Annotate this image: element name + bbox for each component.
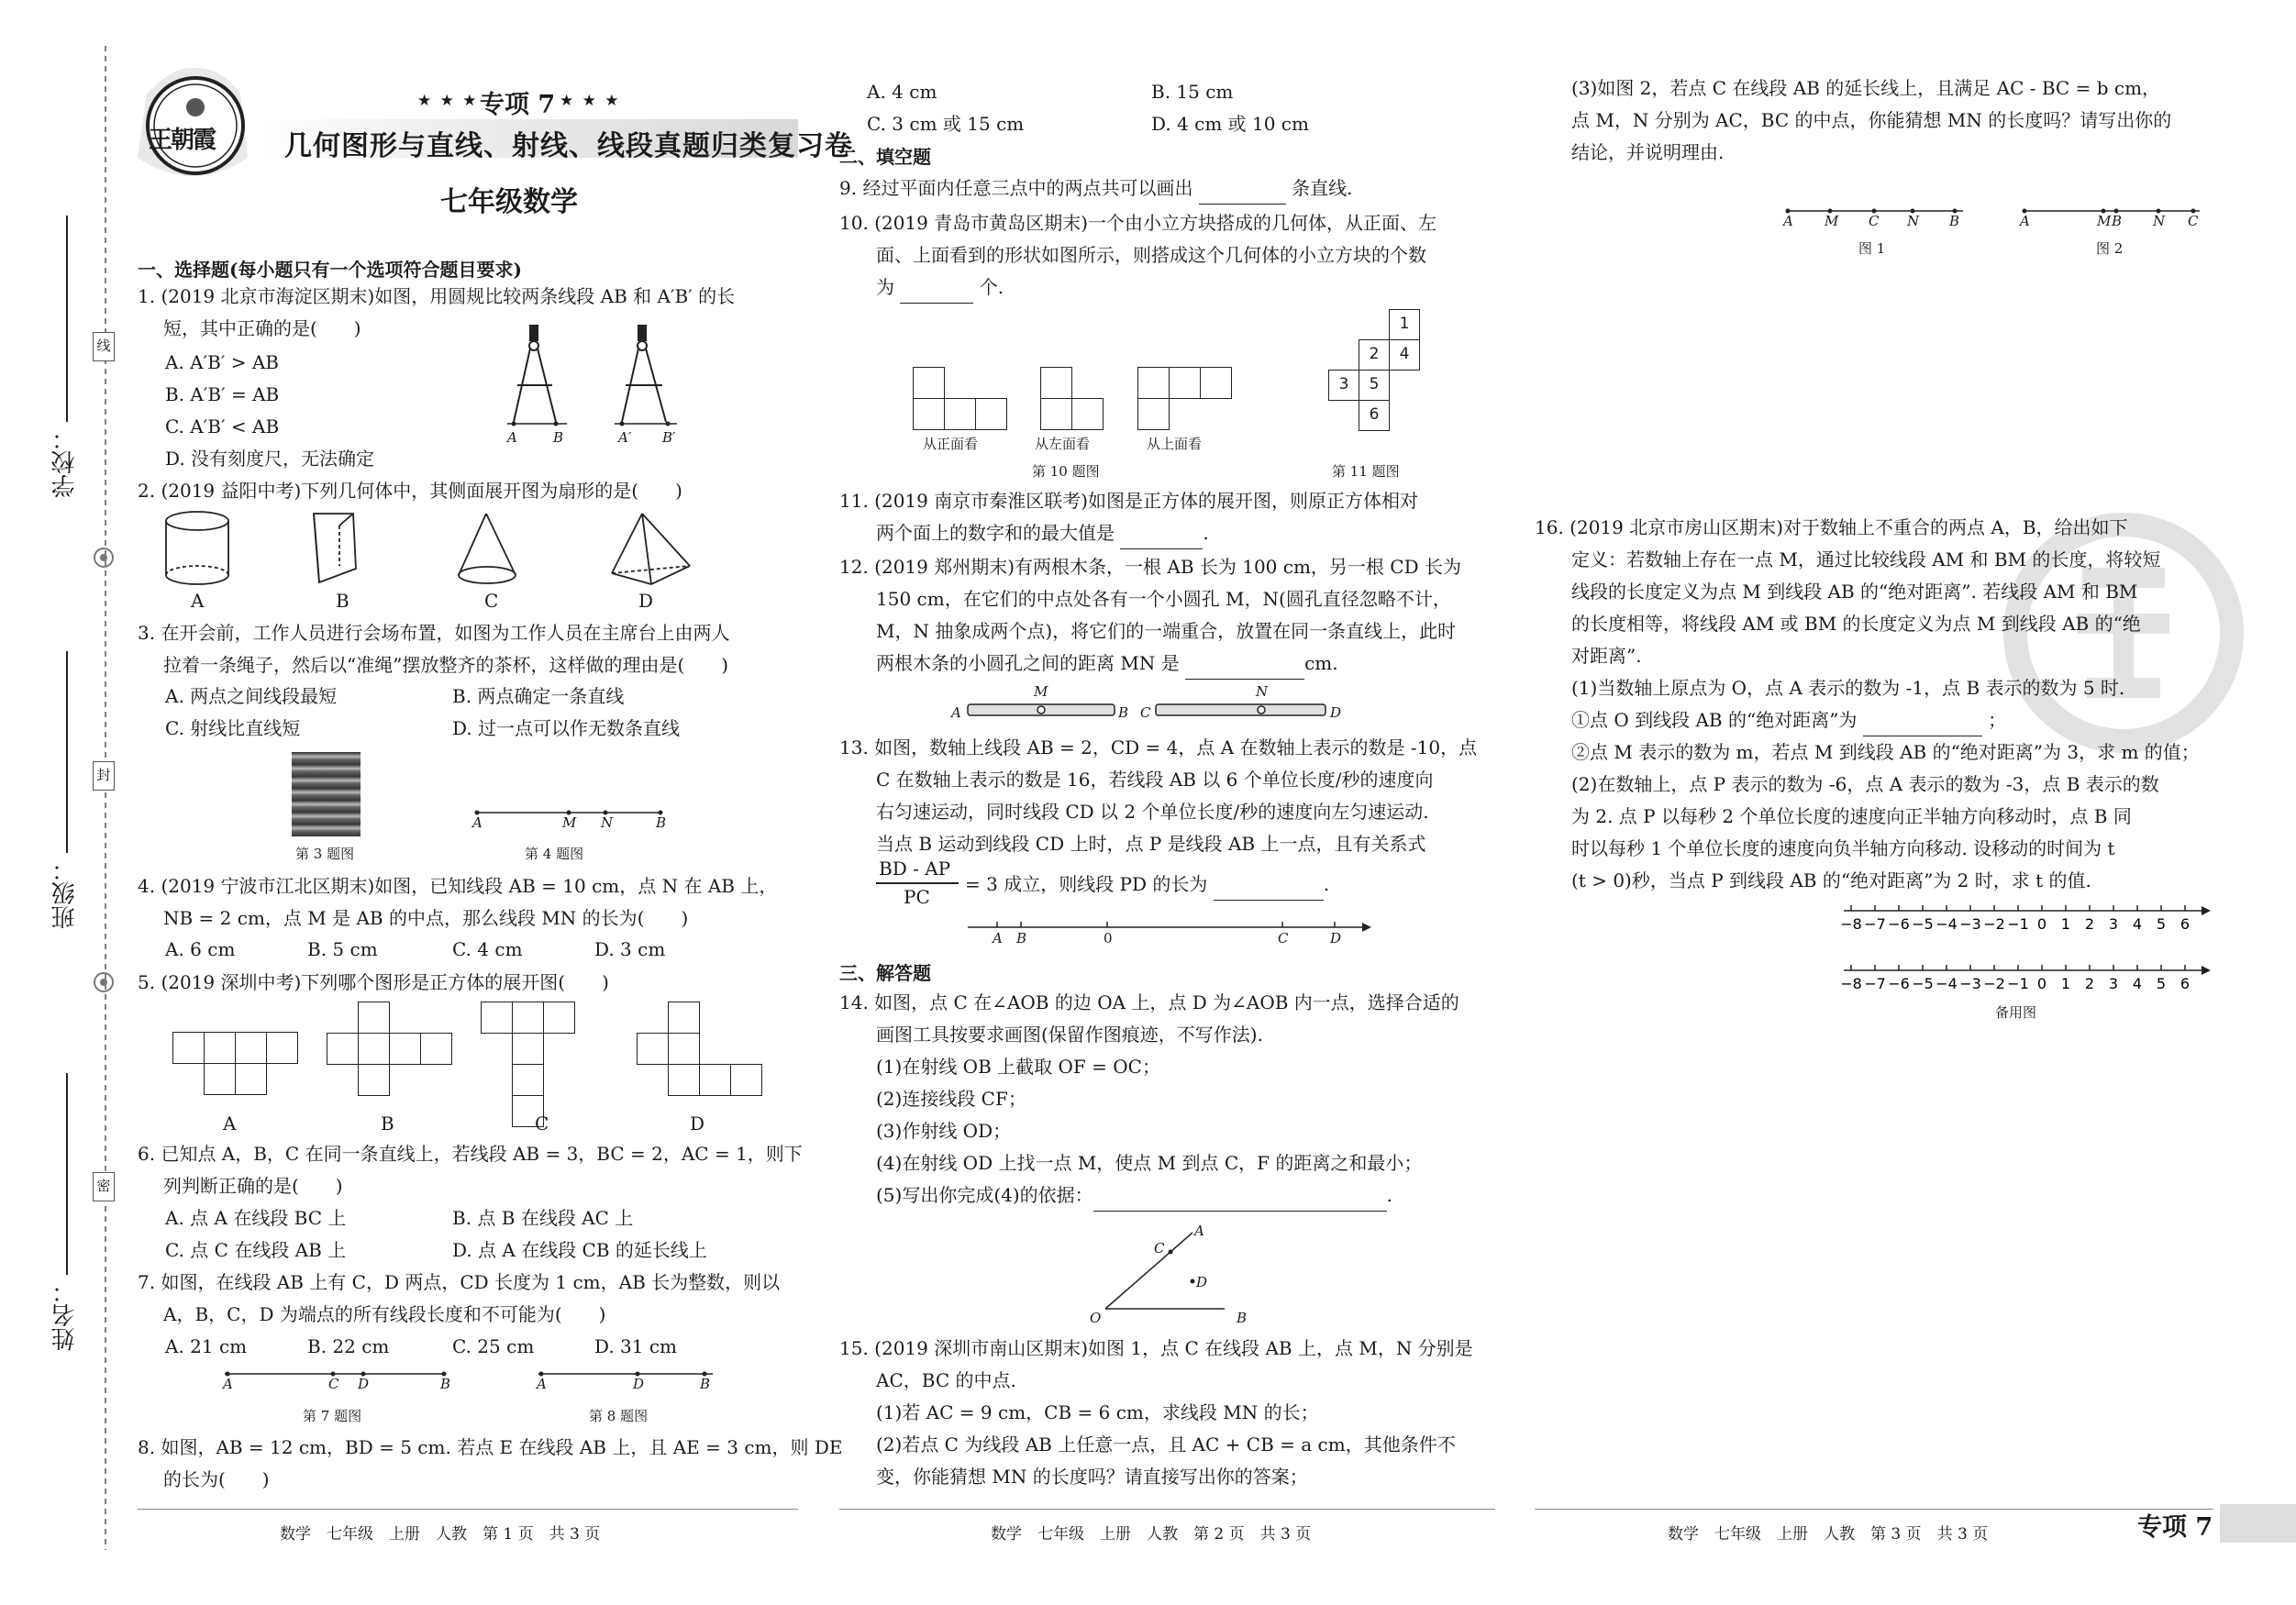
q1-text: 短，其中正确的是( ) bbox=[163, 317, 361, 339]
q14-text: 画图工具按要求画图(保留作图痕迹，不写作法). bbox=[876, 1024, 1263, 1046]
q1-option-a[interactable]: A. A′B′ > AB bbox=[165, 351, 279, 373]
axis-tick-label: −3 bbox=[1959, 975, 1981, 992]
view-left-cell bbox=[1040, 367, 1072, 399]
figure-caption: 第 10 题图 bbox=[1032, 463, 1100, 480]
net-a-cell bbox=[204, 1063, 236, 1095]
footer-rule bbox=[1535, 1509, 2213, 1510]
net-a-cell bbox=[172, 1032, 205, 1064]
axis-tick-label: 3 bbox=[2108, 975, 2119, 992]
q5-option-c[interactable]: C bbox=[535, 1112, 549, 1135]
q9-blank[interactable] bbox=[1199, 183, 1286, 205]
figure-caption: 第 7 题图 bbox=[303, 1408, 362, 1424]
flower-icon bbox=[92, 970, 116, 994]
q14-step: (3)作射线 OD； bbox=[876, 1120, 1012, 1142]
q7-label-b: B bbox=[440, 1376, 451, 1392]
fig1-label-a: A bbox=[1783, 213, 1793, 229]
net-b-cell bbox=[358, 1033, 390, 1065]
q7-label-a: A bbox=[223, 1376, 233, 1392]
q7-option-d[interactable]: D. 31 cm bbox=[594, 1335, 678, 1357]
mark-seal: 封 bbox=[93, 761, 115, 791]
header-stars-left: ★ ★ ★ bbox=[417, 92, 479, 110]
net-d-cell bbox=[668, 1002, 700, 1034]
q4-label-m: M bbox=[562, 814, 577, 831]
view-front-cell bbox=[975, 398, 1007, 430]
fig2-label-c: C bbox=[2188, 213, 2199, 229]
q3-photo bbox=[292, 752, 360, 836]
q13-label-b: B bbox=[1016, 930, 1027, 946]
axis-tick-label: −1 bbox=[2007, 975, 2029, 992]
q1-label-a2: A′ bbox=[618, 429, 632, 446]
q14-blank[interactable] bbox=[1093, 1190, 1387, 1212]
q3-option-d[interactable]: D. 过一点可以作无数条直线 bbox=[452, 717, 681, 739]
q6-text: 列判断正确的是( ) bbox=[163, 1175, 343, 1197]
q9-text bbox=[839, 172, 1353, 205]
view-top-cell bbox=[1200, 367, 1232, 399]
q16-step: ②点 M 表示的数为 m，若点 M 到线段 AB 的“绝对距离”为 3，求 m 的值； bbox=[1571, 741, 2200, 763]
q11-text: 11. (2019 南京市秦淮区联考)如图是正方体的展开图，则原正方体相对 bbox=[839, 490, 1419, 512]
q4-option-d[interactable]: D. 3 cm bbox=[594, 938, 666, 960]
q1-label-b2: B′ bbox=[662, 429, 676, 446]
axis-tick-label: −2 bbox=[1983, 975, 2005, 992]
q12-stem: 两根木条的小圆孔之间的距离 MN 是 bbox=[876, 652, 1180, 674]
net-a-cell bbox=[235, 1063, 267, 1095]
q12-text bbox=[876, 647, 1338, 680]
footer-rule bbox=[138, 1509, 798, 1510]
q12-text: 12. (2019 郑州期末)有两根木条，一根 AB 长为 100 cm，另一根 CD 长为 bbox=[839, 556, 1461, 578]
corner-badge: 专项 7 bbox=[2137, 1513, 2213, 1542]
cube-face: 3 bbox=[1328, 370, 1359, 401]
q2-option-d[interactable]: D bbox=[638, 590, 654, 612]
axis-tick-label: 0 bbox=[2036, 915, 2047, 933]
q14-text: 14. 如图，点 C 在∠AOB 的边 OA 上，点 D 为∠AOB 内一点，选择合适的 bbox=[839, 991, 1459, 1013]
q4-option-a[interactable]: A. 6 cm bbox=[165, 938, 236, 960]
q8-label-b: B bbox=[700, 1376, 711, 1392]
view-front-cell bbox=[913, 398, 945, 430]
fig2-label-n: N bbox=[2153, 213, 2166, 229]
q8-option-b[interactable]: B. 15 cm bbox=[1151, 81, 1234, 103]
q11-text bbox=[876, 516, 1209, 549]
q8-label-d: D bbox=[633, 1376, 645, 1392]
axis-tick-label: 3 bbox=[2108, 915, 2119, 933]
q10-tail: 个. bbox=[979, 276, 1004, 298]
q10-text bbox=[876, 271, 1004, 304]
q10-stem: 为 bbox=[876, 276, 894, 298]
q16-blank[interactable] bbox=[1863, 715, 1982, 736]
cube-face: 5 bbox=[1359, 370, 1390, 401]
q14-step: (4)在射线 OD 上找一点 M，使点 M 到点 C，F 的距离之和最小； bbox=[876, 1152, 1423, 1174]
page-footer: 数学 七年级 上册 人教 第 2 页 共 3 页 bbox=[991, 1525, 1312, 1544]
q12-label-b: B bbox=[1118, 704, 1129, 721]
figure-caption: 第 11 题图 bbox=[1332, 463, 1400, 480]
net-d-cell bbox=[699, 1064, 731, 1096]
q10-text: 10. (2019 青岛市黄岛区期末)一个由小立方块搭成的几何体，从正面、左 bbox=[839, 212, 1437, 234]
view-left-label: 从左面看 bbox=[1035, 436, 1091, 452]
q13-label-0: 0 bbox=[1104, 930, 1113, 946]
axis-tick-label: −7 bbox=[1864, 915, 1886, 933]
mark-secret: 密 bbox=[93, 1172, 115, 1201]
q1-text: 1. (2019 北京市海淀区期末)如图，用圆规比较两条线段 AB 和 A′B′ 的长 bbox=[138, 285, 736, 307]
q4-text: 4. (2019 宁波市江北区期末)如图，已知线段 AB = 10 cm，点 N 在 AB 上， bbox=[138, 875, 778, 897]
axis-tick-label: −1 bbox=[2007, 915, 2029, 933]
page-footer: 数学 七年级 上册 人教 第 1 页 共 3 页 bbox=[280, 1525, 601, 1544]
logo-text: 王朝霞 bbox=[149, 127, 216, 154]
net-c-cell bbox=[543, 1002, 575, 1034]
view-top-cell bbox=[1137, 367, 1170, 399]
q3-text: 拉着一条绳子，然后以“准绳”摆放整齐的茶杯，这样做的理由是( ) bbox=[163, 654, 729, 676]
axis-tick-label: −5 bbox=[1912, 975, 1934, 992]
fig1-label-m: M bbox=[1825, 213, 1839, 229]
axis-tick-label: 2 bbox=[2084, 915, 2095, 933]
school-label: 学校： bbox=[51, 426, 79, 498]
q15-step: 点 M，N 分别为 AC，BC 的中点，你能猜想 MN 的长度吗？请写出你的 bbox=[1571, 109, 2172, 131]
figure-caption: 图 1 bbox=[1858, 240, 1886, 257]
view-left-cell bbox=[1071, 398, 1104, 430]
view-left-cell bbox=[1040, 398, 1072, 430]
q7-option-b[interactable]: B. 22 cm bbox=[307, 1335, 390, 1357]
q8-option-c[interactable]: C. 3 cm 或 15 cm bbox=[867, 113, 1025, 135]
q11-tail: . bbox=[1203, 522, 1209, 544]
header-stars-right: ★ ★ ★ bbox=[560, 92, 621, 110]
q13-tail: . bbox=[1323, 873, 1330, 895]
q12-label-m: M bbox=[1034, 683, 1048, 700]
q6-option-b[interactable]: B. 点 B 在线段 AC 上 bbox=[452, 1207, 634, 1229]
axis-tick-label: −8 bbox=[1840, 915, 1862, 933]
q2-option-c[interactable]: C bbox=[484, 590, 499, 612]
net-d-cell bbox=[637, 1033, 669, 1065]
q12-label-c: C bbox=[1140, 704, 1151, 721]
view-top-label: 从上面看 bbox=[1147, 436, 1203, 452]
q5-option-a[interactable]: A bbox=[223, 1112, 237, 1135]
class-label: 班级： bbox=[51, 858, 79, 929]
net-d-cell bbox=[668, 1064, 700, 1096]
q3-text: 3. 在开会前，工作人员进行会场布置，如图为工作人员在主席台上由两人 bbox=[138, 622, 730, 644]
q14-angle-figure bbox=[1101, 1231, 1229, 1313]
net-b-cell bbox=[420, 1033, 452, 1065]
q13-numberline bbox=[968, 919, 1371, 941]
q15-step: (1)若 AC = 9 cm，CB = 6 cm，求线段 MN 的长； bbox=[876, 1401, 1319, 1423]
axis-tick-label: −8 bbox=[1840, 975, 1862, 992]
cube-face: 1 bbox=[1389, 309, 1420, 340]
q12-label-a: A bbox=[951, 704, 961, 721]
net-c-cell bbox=[512, 1033, 544, 1065]
q13-label-a: A bbox=[993, 930, 1003, 946]
q4-label-n: N bbox=[601, 814, 614, 831]
q12-label-n: N bbox=[1256, 683, 1269, 700]
page-subtitle: 七年级数学 bbox=[440, 186, 578, 218]
view-top-cell bbox=[1169, 367, 1201, 399]
q4-option-c[interactable]: C. 4 cm bbox=[452, 938, 523, 960]
q8-label-a: A bbox=[537, 1376, 547, 1392]
axis-tick-label: −7 bbox=[1864, 975, 1886, 992]
q13-stem: = 3 成立，则线段 PD 的长为 bbox=[965, 873, 1208, 895]
q11-stem: 两个面上的数字和的最大值是 bbox=[876, 522, 1115, 544]
q16-step1a: ①点 O 到线段 AB 的“绝对距离”为 bbox=[1571, 709, 1858, 731]
q15-text: 15. (2019 深圳市南山区期末)如图 1，点 C 在线段 AB 上，点 M，N 分别是 bbox=[839, 1337, 1473, 1359]
axis-tick-label: −6 bbox=[1888, 975, 1910, 992]
page-footer: 数学 七年级 上册 人教 第 3 页 共 3 页 bbox=[1668, 1525, 1989, 1544]
axis-tick-label: 1 bbox=[2060, 975, 2071, 992]
axis-tick-label: −3 bbox=[1959, 915, 1981, 933]
axis-tick-label: 2 bbox=[2084, 975, 2095, 992]
q10-blank[interactable] bbox=[900, 282, 973, 304]
axis-arrow-icon bbox=[2202, 966, 2211, 975]
q6-option-d[interactable]: D. 点 A 在线段 CB 的延长线上 bbox=[452, 1239, 707, 1261]
q16-text: 对距离”. bbox=[1571, 645, 1642, 667]
q2-text: 2. (2019 益阳中考)下列几何体中，其侧面展开图为扇形的是( ) bbox=[138, 480, 682, 502]
axis-tick-label: 5 bbox=[2156, 915, 2167, 933]
q13-text bbox=[965, 868, 1329, 901]
axis-tick-label: −4 bbox=[1936, 975, 1958, 992]
axis-tick-label: 6 bbox=[2180, 975, 2191, 992]
axis-tick-label: −6 bbox=[1888, 915, 1910, 933]
q7-label-d: D bbox=[358, 1376, 370, 1392]
q13-text: 当点 B 运动到线段 CD 上时，点 P 是线段 AB 上一点，且有关系式 bbox=[876, 833, 1426, 855]
net-d-cell bbox=[730, 1064, 762, 1096]
q6-text: 6. 已知点 A，B，C 在同一条直线上，若线段 AB = 3，BC = 2，AC = 1，则下 bbox=[138, 1143, 803, 1165]
figure-caption: 备用图 bbox=[1995, 1004, 2037, 1021]
q14-label-o: O bbox=[1090, 1310, 1102, 1326]
flower-icon bbox=[92, 546, 116, 570]
q9-tail: 条直线. bbox=[1292, 177, 1353, 199]
q14-step5: (5)写出你完成(4)的依据： bbox=[876, 1184, 1093, 1206]
net-c-cell bbox=[512, 1002, 544, 1034]
q1-option-c[interactable]: C. A′B′ < AB bbox=[165, 415, 280, 437]
q4-label-b: B bbox=[656, 814, 667, 831]
q15-text: AC，BC 的中点. bbox=[876, 1369, 1016, 1391]
axis-tick-label: 4 bbox=[2132, 915, 2143, 933]
q7-option-a[interactable]: A. 21 cm bbox=[165, 1335, 248, 1357]
q12-blank[interactable] bbox=[1185, 659, 1304, 680]
net-c-cell bbox=[481, 1002, 513, 1034]
cube-face: 6 bbox=[1359, 400, 1390, 431]
axis-tick-label: 5 bbox=[2156, 975, 2167, 992]
school-field[interactable] bbox=[66, 216, 68, 422]
q8-option-d[interactable]: D. 4 cm 或 10 cm bbox=[1151, 113, 1309, 135]
q13-text: 13. 如图，数轴上线段 AB = 2，CD = 4，点 A 在数轴上表示的数是 -10，点 bbox=[839, 736, 1478, 758]
fig1-label-n: N bbox=[1907, 213, 1920, 229]
footer-rule bbox=[839, 1509, 1495, 1510]
net-c-cell bbox=[512, 1064, 544, 1096]
axis-arrow-icon bbox=[2202, 906, 2211, 915]
q4-text: NB = 2 cm，点 M 是 AB 的中点，那么线段 MN 的长为( ) bbox=[163, 907, 689, 929]
page-title: 几何图形与直线、射线、线段真题归类复习卷 bbox=[284, 130, 853, 162]
q16-step: 为 2. 点 P 以每秒 2 个单位长度的速度向正半轴方向移动时，点 B 同 bbox=[1571, 805, 2132, 827]
q13-frac-num: BD - AP bbox=[879, 858, 951, 880]
net-b-cell bbox=[358, 1064, 390, 1096]
q14-step: (2)连接线段 CF； bbox=[876, 1088, 1026, 1110]
mark-line: 线 bbox=[93, 332, 115, 361]
q6-option-a[interactable]: A. 点 A 在线段 BC 上 bbox=[165, 1207, 347, 1229]
q1-option-d[interactable]: D. 没有刻度尺，无法确定 bbox=[165, 448, 375, 470]
q14-label-d: D bbox=[1196, 1274, 1208, 1290]
q2-option-a[interactable]: A bbox=[191, 590, 205, 612]
net-a-cell bbox=[266, 1032, 298, 1064]
q14-label-a: A bbox=[1194, 1223, 1204, 1239]
q12-text: 150 cm，在它们的中点处各有一个小圆孔 M，N(圆孔直径忽略不计， bbox=[876, 588, 1451, 610]
q14-label-b: B bbox=[1237, 1310, 1248, 1326]
q13-frac-bar bbox=[876, 882, 959, 884]
q16-text: 的长度相等，将线段 AM 或 BM 的长度定义为点 M 到线段 AB 的“绝 bbox=[1571, 613, 2141, 635]
name-field[interactable] bbox=[66, 1073, 68, 1275]
class-field[interactable] bbox=[66, 651, 68, 853]
q12-label-d: D bbox=[1330, 704, 1342, 721]
q15-step: 结论，并说明理由. bbox=[1571, 141, 1725, 163]
q13-label-d: D bbox=[1330, 930, 1342, 946]
q16-step: (2)在数轴上，点 P 表示的数为 -6，点 A 表示的数为 -3，点 B 表示的数 bbox=[1571, 773, 2159, 795]
q13-blank[interactable] bbox=[1214, 880, 1324, 901]
axis-tick-label: −2 bbox=[1983, 915, 2005, 933]
q1-label-b: B bbox=[553, 429, 564, 446]
q2-option-b[interactable]: B bbox=[336, 590, 349, 612]
q1-label-a: A bbox=[507, 429, 517, 446]
section-answer: 三、解答题 bbox=[839, 962, 931, 984]
view-front-cell bbox=[944, 398, 976, 430]
cube-face: 4 bbox=[1389, 339, 1420, 371]
q16-text: 线段的长度定义为点 M 到线段 AB 的“绝对距离”. 若线段 AM 和 BM bbox=[1571, 581, 2138, 603]
q16-text: 定义：若数轴上存在一点 M，通过比较线段 AM 和 BM 的长度，将较短 bbox=[1571, 548, 2161, 570]
compass-figure bbox=[503, 321, 714, 431]
net-b-cell bbox=[389, 1033, 421, 1065]
view-front-label: 从正面看 bbox=[923, 436, 979, 452]
q16-text: 16. (2019 北京市房山区期末)对于数轴上不重合的两点 A，B，给出如下 bbox=[1535, 516, 2128, 538]
q14-step bbox=[876, 1179, 1392, 1212]
number-axis-main bbox=[1840, 903, 2211, 940]
q12-text: M，N 抽象成两个点)，将它们的一端重合，放置在同一条直线上，此时 bbox=[876, 620, 1457, 642]
q8-text: 的长为( ) bbox=[163, 1468, 270, 1490]
q8-option-a[interactable]: A. 4 cm bbox=[867, 81, 937, 103]
q3-option-b[interactable]: B. 两点确定一条直线 bbox=[452, 685, 625, 707]
cube-face: 2 bbox=[1359, 339, 1390, 371]
fig1-label-c: C bbox=[1869, 213, 1880, 229]
q16-step: 时以每秒 1 个单位长度的速度向负半轴方向移动. 设移动的时间为 t bbox=[1571, 837, 2115, 859]
q5-option-d[interactable]: D bbox=[690, 1112, 705, 1135]
q12-tail: cm. bbox=[1304, 652, 1338, 674]
q16-step: (1)当数轴上原点为 O，点 A 表示的数为 -1，点 B 表示的数为 5 时. bbox=[1571, 677, 2125, 699]
number-axis-spare bbox=[1840, 963, 2211, 1000]
name-label: 姓名： bbox=[51, 1279, 79, 1351]
q3-option-c[interactable]: C. 射线比直线短 bbox=[165, 717, 301, 739]
section-choice: 一、选择题(每小题只有一个选项符合题目要求) bbox=[138, 259, 522, 281]
q15-step: (3)如图 2，若点 C 在线段 AB 的延长线上，且满足 AC - BC = b cm， bbox=[1571, 77, 2161, 99]
q14-tail: . bbox=[1386, 1184, 1393, 1206]
q5-text: 5. (2019 深圳中考)下列哪个图形是正方体的展开图( ) bbox=[138, 971, 609, 993]
q8-text: 8. 如图，AB = 12 cm，BD = 5 cm. 若点 E 在线段 AB 上，且 AE = 3 cm，则 DE bbox=[138, 1436, 843, 1458]
q6-option-c[interactable]: C. 点 C 在线段 AB 上 bbox=[165, 1239, 347, 1261]
q7-label-c: C bbox=[328, 1376, 339, 1392]
header-badge: 专项 7 bbox=[480, 91, 556, 119]
q13-text: C 在数轴上表示的数是 16，若线段 AB 以 6 个单位长度/秒的速度向 bbox=[876, 769, 1434, 791]
figure-caption: 第 8 题图 bbox=[589, 1408, 649, 1424]
net-d-cell bbox=[668, 1033, 700, 1065]
q13-label-c: C bbox=[1278, 930, 1289, 946]
q15-step: (2)若点 C 为线段 AB 上任意一点，且 AC + CB = a cm，其他条件不 bbox=[876, 1433, 1456, 1456]
q7-text: A，B，C，D 为端点的所有线段长度和不可能为( ) bbox=[163, 1303, 606, 1325]
q16-step bbox=[1571, 703, 2006, 736]
axis-tick-label: −5 bbox=[1912, 915, 1934, 933]
q16-step: (t > 0)秒，当点 P 到线段 AB 的“绝对距离”为 2 时，求 t 的值. bbox=[1571, 869, 2091, 891]
view-top-cell bbox=[1137, 398, 1170, 430]
q16-tail: ； bbox=[1988, 709, 2007, 731]
figure-caption: 第 4 题图 bbox=[525, 846, 584, 862]
net-b-cell bbox=[358, 1002, 390, 1034]
figure-caption: 第 3 题图 bbox=[295, 846, 355, 862]
q11-blank[interactable] bbox=[1120, 528, 1203, 549]
net-b-cell bbox=[327, 1033, 359, 1065]
fig2-label-b: B bbox=[2112, 213, 2123, 229]
q14-label-c: C bbox=[1154, 1240, 1165, 1256]
fig2-label-a: A bbox=[2020, 213, 2030, 229]
axis-tick-label: 0 bbox=[2036, 975, 2047, 992]
corner-band bbox=[2220, 1504, 2296, 1543]
q10-text: 面、上面看到的形状如图所示，则搭成这个几何体的小立方块的个数 bbox=[876, 244, 1426, 266]
fig2-label-m: M bbox=[2097, 213, 2112, 229]
axis-tick-label: 1 bbox=[2060, 915, 2071, 933]
q15-step: 变，你能猜想 MN 的长度吗？请直接写出你的答案； bbox=[876, 1466, 1308, 1488]
q5-option-b[interactable]: B bbox=[381, 1112, 394, 1135]
q14-step: (1)在射线 OB 上截取 OF = OC； bbox=[876, 1056, 1160, 1078]
view-front-cell bbox=[913, 367, 945, 399]
q7-option-c[interactable]: C. 25 cm bbox=[452, 1335, 535, 1357]
axis-tick-label: 6 bbox=[2180, 915, 2191, 933]
net-a-cell bbox=[235, 1032, 267, 1064]
axis-tick-label: −4 bbox=[1936, 915, 1958, 933]
q4-label-a: A bbox=[472, 814, 482, 831]
solids-figure bbox=[156, 509, 761, 592]
net-a-cell bbox=[204, 1032, 236, 1064]
figure-caption: 图 2 bbox=[2096, 240, 2124, 257]
q4-option-b[interactable]: B. 5 cm bbox=[307, 938, 378, 960]
q7-text: 7. 如图，在线段 AB 上有 C，D 两点，CD 长度为 1 cm，AB 长为整数，则以 bbox=[138, 1271, 781, 1293]
section-fill: 二、填空题 bbox=[839, 146, 931, 168]
q9-stem: 9. 经过平面内任意三点中的两点共可以画出 bbox=[839, 177, 1193, 199]
q3-option-a[interactable]: A. 两点之间线段最短 bbox=[165, 685, 338, 707]
axis-tick-label: 4 bbox=[2132, 975, 2143, 992]
q1-option-b[interactable]: B. A′B′ = AB bbox=[165, 383, 280, 405]
q8-figure bbox=[534, 1367, 717, 1385]
fig1-label-b: B bbox=[1949, 213, 1960, 229]
q13-text: 右匀速运动，同时线段 CD 以 2 个单位长度/秒的速度向左匀速运动. bbox=[876, 801, 1429, 823]
binding-dashed-line bbox=[101, 46, 110, 1605]
q13-frac-den: PC bbox=[904, 886, 930, 908]
